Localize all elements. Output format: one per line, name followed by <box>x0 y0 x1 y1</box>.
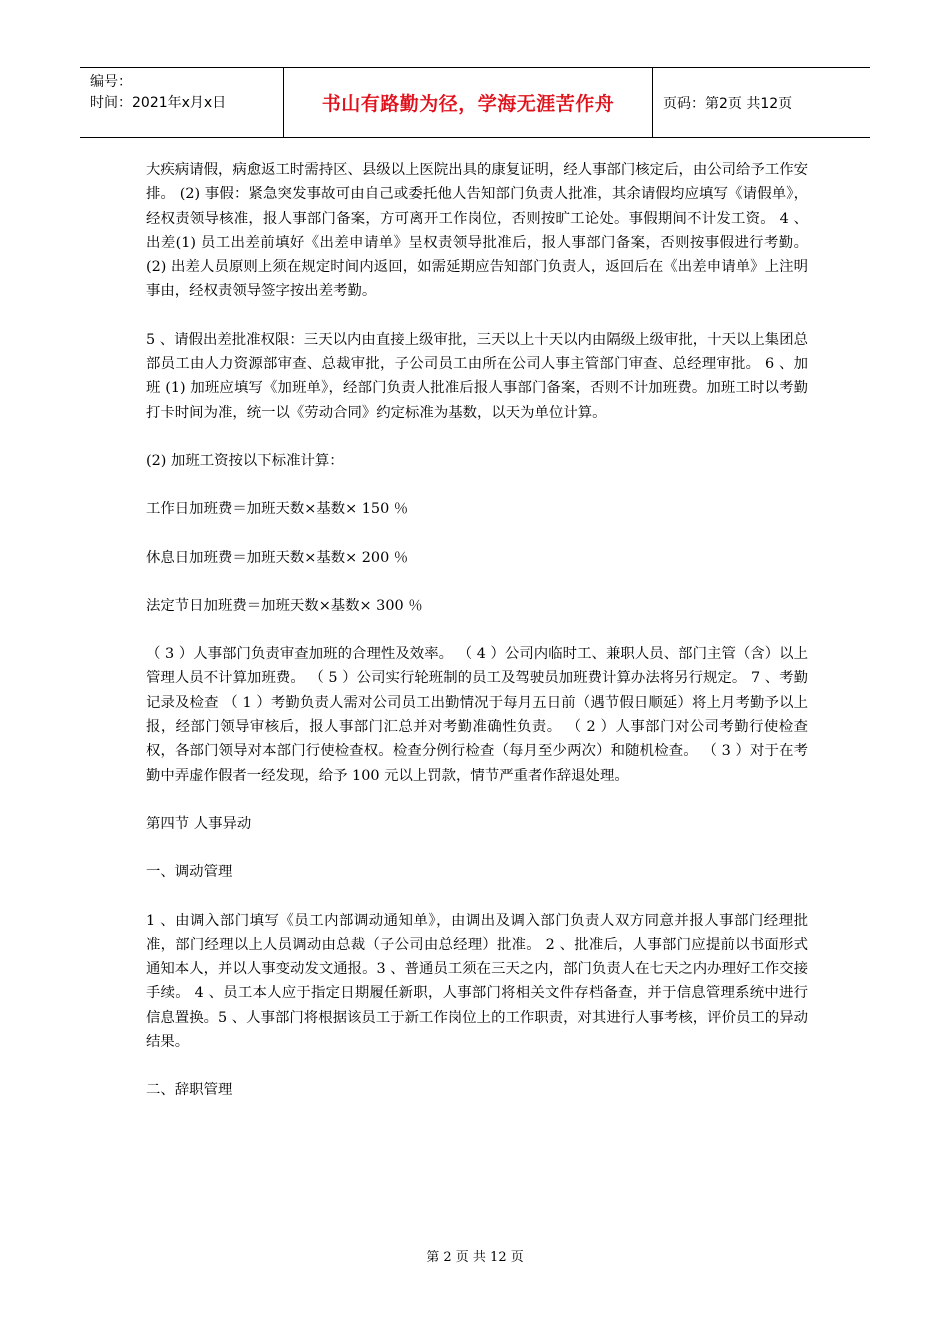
paragraph-leave-rules: 大疾病请假，病愈返工时需持区、县级以上医院出具的康复证明，经人事部门核定后，由公司给予工作安排。 (2) 事假：紧急突发事故可由自己或委托他人告知部门负责人批准，其余请假均应填写《请假单》，经权责领导核准，报人事部门备案，方可离开工作岗位，否则按旷工论处。事假期间不计发工资。 4 、出差(1) 员工出差前填好《出差申请单》呈权责领导批准后，报人事部门备案，否则按事假进行考勤。 (2) 出差人员原则上须在规定时间内返回，如需延期应告知部门负责人，返回后在《出差申请单》上注明事由，经权责领导签字按出差考勤。 <box>146 162 808 300</box>
header-motto-cell <box>283 68 653 137</box>
document-date: 时间：2021年x月x日 <box>90 95 227 111</box>
header-page-info: 页码：第2页 共12页 <box>663 95 793 112</box>
page-header <box>80 67 870 138</box>
paragraph-holiday-overtime: 法定节日加班费＝加班天数×基数× 300 ％ <box>146 597 423 614</box>
subheading-resignation-management: 二、辞职管理 <box>146 1082 233 1099</box>
paragraph-overtime-standard: (2) 加班工资按以下标准计算： <box>146 452 344 469</box>
paragraph-restday-overtime: 休息日加班费＝加班天数×基数× 200 ％ <box>146 549 409 566</box>
document-body <box>146 158 808 1127</box>
paragraph-attendance-check: （ 3 ）人事部门负责审查加班的合理性及效率。 （ 4 ）公司内临时工、兼职人员、部门主管（含）以上管理人员不计算加班费。 （ 5 ）公司实行轮班制的员工及驾驶员加班费计算办法将另行规定。 7 、考勤记录及检查 （ 1 ）考勤负责人需对公司员工出勤情况于每月五日前（遇节假日顺延）将上月考勤予以上报，经部门领导审核后，报人事部门汇总并对考勤准确性负责。 （ 2 ）人事部门对公司考勤行使检查权，各部门领导对本部门行使检查权。检查分例行检查（每月至少两次）和随机检查。 （ 3 ）对于在考勤中弄虚作假者一经发现，给予 100 元以上罚款，情节严重者作辞退处理。 <box>146 646 808 784</box>
header-meta <box>80 68 283 137</box>
subheading-transfer-management: 一、调动管理 <box>146 864 233 881</box>
paragraph-transfer-rules: 1 、由调入部门填写《员工内部调动通知单》，由调出及调入部门负责人双方同意并报人事部门经理批准，部门经理以上人员调动由总裁（子公司由总经理）批准。 2 、批准后，人事部门应提前以书面形式通知本人，并以人事变动发文通报。3 、普通员工须在三天之内，部门负责人在七天之内办理好工作交接手续。 4 、员工本人应于指定日期履任新职，人事部门将相关文件存档备查，并于信息管理系统中进行信息置换。5 、人事部门将根据该员工于新工作岗位上的工作职责，对其进行人事考核，评价员工的异动结果。 <box>146 912 808 1051</box>
paragraph-workday-overtime: 工作日加班费＝加班天数×基数× 150 ％ <box>146 501 409 518</box>
header-motto: 书山有路勤为径，学海无涯苦作舟 <box>321 93 615 115</box>
page-footer: 第 2 页 共 12 页 <box>426 1250 524 1265</box>
section-heading-personnel-change: 第四节 人事异动 <box>146 815 252 832</box>
paragraph-approval-authority: 5 、请假出差批准权限：三天以内由直接上级审批，三天以上十天以内由隔级上级审批，十天以上集团总部员工由人力资源部审查、总裁审批，子公司员工由所在公司人事主管部门审查、总经理审批。 6 、加班 (1) 加班应填写《加班单》，经部门负责人批准后报人事部门备案，否则不计加班费。加班工时以考勤打卡时间为准，统一以《劳动合同》约定标准为基数，以天为单位计算。 <box>146 331 808 421</box>
document-number-label: 编号： <box>90 74 132 90</box>
